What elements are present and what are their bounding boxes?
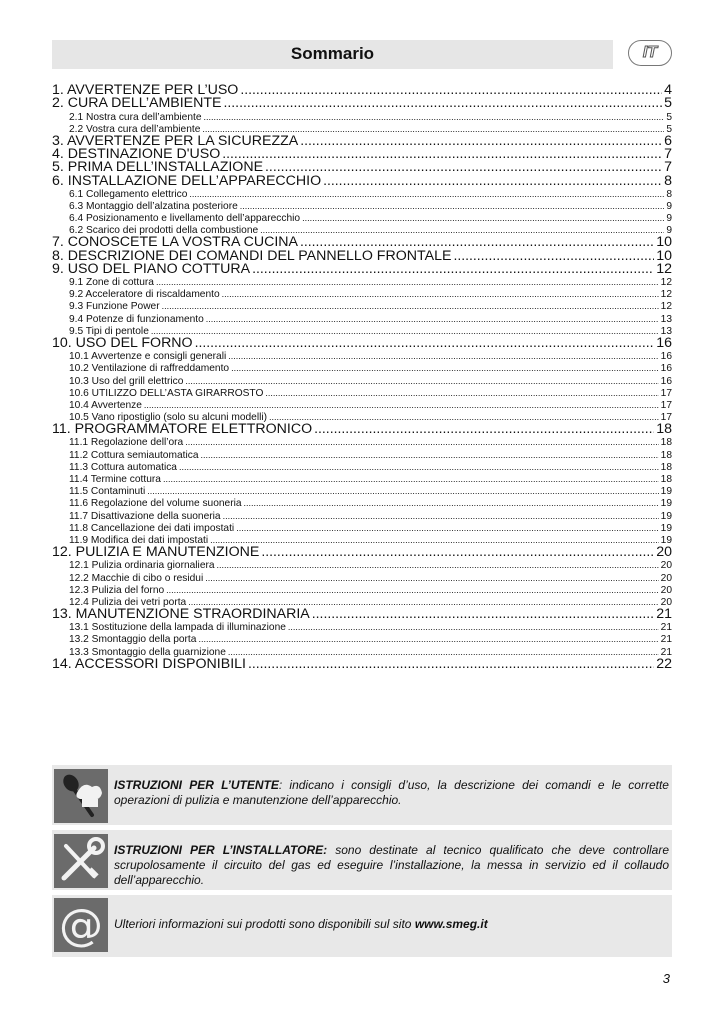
- table-of-contents: [52, 84, 672, 671]
- toc-leader: [323, 173, 662, 188]
- chef-spoon-icon: [54, 769, 108, 823]
- toc-leader: [147, 486, 658, 497]
- toc-leader: [185, 376, 658, 387]
- toc-entry-title: 2. CURA DELL’AMBIENTE: [52, 95, 222, 112]
- toc-page-number: 19: [660, 522, 672, 534]
- toc-page-number: 5: [666, 111, 672, 123]
- toc-leader: [200, 450, 658, 461]
- toc-page-number: 20: [660, 572, 672, 584]
- toc-entry-title: 6.4 Posizionamento e livellamento dell’apparecchio: [69, 213, 301, 225]
- toc-page-number: 5: [666, 123, 672, 135]
- toc-page-number: 20: [660, 596, 672, 608]
- toc-section[interactable]: [52, 350, 672, 362]
- toc-chapter[interactable]: [52, 260, 672, 277]
- toc-entry-title: 9.3 Funzione Power: [69, 301, 160, 313]
- toc-leader: [314, 421, 654, 436]
- toc-page-number: 21: [660, 634, 672, 646]
- toc-chapter[interactable]: [52, 174, 672, 187]
- toc-leader: [189, 189, 664, 200]
- toc-page-number: 20: [656, 544, 672, 561]
- toc-page-number: 19: [660, 534, 672, 546]
- toc-entry-title: 14. ACCESSORI DISPONIBILI: [52, 655, 246, 672]
- toc-entry-title: 13.1 Sostituzione della lampada di illuminazione: [69, 622, 286, 634]
- toc-section[interactable]: [52, 276, 672, 288]
- toc-page-number: 19: [660, 486, 672, 498]
- toc-entry-title: 12.4 Pulizia dei vetri porta: [69, 596, 187, 608]
- toc-page-number: 13: [660, 325, 672, 337]
- toc-page-number: 17: [660, 387, 672, 399]
- toc-page-number: 8: [666, 188, 672, 200]
- title-bar: [52, 40, 613, 69]
- toc-section[interactable]: [52, 374, 672, 386]
- web-info-box: [52, 895, 672, 957]
- toc-entry-title: 9.2 Acceleratore di riscaldamento: [69, 289, 220, 301]
- toc-entry-title: 11.6 Regolazione del volume suoneria: [69, 498, 242, 510]
- toc-section[interactable]: [52, 200, 672, 212]
- toc-entry-title: 11.2 Cottura semiautomatica: [69, 449, 199, 461]
- toc-leader: [231, 363, 659, 374]
- toc-leader: [163, 474, 659, 485]
- toc-chapter[interactable]: [52, 97, 672, 110]
- toc-entry-title: 1. AVVERTENZE PER L’USO: [52, 82, 239, 99]
- toc-leader: [312, 606, 654, 621]
- toc-page-number: 8: [664, 172, 672, 189]
- toc-page-number: 19: [660, 498, 672, 510]
- toc-entry-title: 2.1 Nostra cura dell’ambiente: [69, 111, 202, 123]
- user-instructions-text: ISTRUZIONI PER L’UTENTE: indicano i consigli d’uso, la descrizione dei comandi e le corrette operazioni di pulizia e manutenzione dell’apparecchio.: [114, 778, 669, 807]
- toc-page-number: 7: [664, 159, 672, 176]
- toc-page-number: 20: [660, 560, 672, 572]
- toc-page-number: 12: [660, 289, 672, 301]
- toc-section[interactable]: [52, 387, 672, 399]
- installer-instructions-box: [52, 830, 672, 890]
- toc-page-number: 21: [660, 646, 672, 658]
- toc-page-number: 12: [656, 260, 672, 277]
- toc-entry-title: 5. PRIMA DELL’INSTALLAZIONE: [52, 159, 264, 176]
- toc-section[interactable]: [52, 559, 672, 571]
- toc-leader: [166, 585, 659, 596]
- toc-entry-title: 10.5 Vano ripostiglio (solo su alcuni modelli): [69, 412, 268, 424]
- toc-entry-title: 9.1 Zone di cottura: [69, 277, 154, 288]
- toc-page-number: 18: [660, 437, 672, 449]
- toc-entry-title: 11.9 Modifica dei dati impostati: [69, 534, 209, 546]
- toc-entry-title: 6.3 Montaggio dell’alzatina posteriore: [69, 200, 238, 212]
- toc-leader: [206, 314, 659, 325]
- toc-page-number: 12: [660, 301, 672, 313]
- toc-chapter[interactable]: [52, 655, 672, 672]
- toc-page-number: 18: [656, 421, 672, 438]
- web-info-text: Ulteriori informazioni sui prodotti sono disponibili sul sito www.smeg.it: [114, 917, 488, 931]
- user-instructions-box: [52, 765, 672, 825]
- toc-section[interactable]: [52, 362, 672, 374]
- toc-section[interactable]: [52, 633, 672, 645]
- toc-leader: [162, 301, 659, 312]
- toc-entry-title: 12. PULIZIA E MANUTENZIONE: [52, 544, 260, 561]
- toc-entry-title: 11.8 Cancellazione dei dati impostati: [69, 522, 235, 534]
- toc-leader: [179, 462, 659, 473]
- toc-entry-title: 11.4 Termine cottura: [69, 474, 161, 485]
- toc-page-number: 7: [664, 146, 672, 163]
- toc-page-number: 9: [666, 200, 672, 212]
- toc-leader: [185, 437, 658, 448]
- toc-section[interactable]: [52, 212, 672, 224]
- toc-section[interactable]: [52, 300, 672, 312]
- toc-section[interactable]: [52, 473, 672, 485]
- toc-section[interactable]: [52, 188, 672, 200]
- toc-page-number: 5: [664, 95, 672, 112]
- toc-chapter[interactable]: [52, 608, 672, 621]
- toc-entry-title: 6.1 Collegamento elettrico: [69, 188, 188, 200]
- toc-section[interactable]: [52, 509, 672, 521]
- toc-leader: [156, 277, 659, 288]
- toc-section[interactable]: [52, 436, 672, 448]
- toc-entry-title: 11. PROGRAMMATORE ELETTRONICO: [52, 421, 313, 438]
- toc-section[interactable]: [52, 288, 672, 300]
- toc-section[interactable]: [52, 312, 672, 324]
- svg-text:@: @: [59, 900, 103, 951]
- installer-instructions-text: ISTRUZIONI PER L’INSTALLATORE: sono destinate al tecnico qualificato che deve controllare scrupolosamente il circuito del gas ed eseguire l’installazione, la messa in servizio ed il collaudo dell’apparecchio.: [114, 843, 669, 887]
- toc-section[interactable]: [52, 399, 672, 411]
- toc-leader: [224, 95, 663, 110]
- toc-page-number: 16: [660, 375, 672, 387]
- toc-page-number: 19: [660, 510, 672, 522]
- toc-entry-title: 4. DESTINAZIONE D'USO: [52, 146, 221, 163]
- toc-page-number: 18: [660, 474, 672, 485]
- language-badge: IT: [628, 40, 672, 66]
- toc-entry-title: 3. AVVERTENZE PER LA SICUREZZA: [52, 132, 299, 149]
- toc-page-number: 20: [660, 584, 672, 596]
- toc-page-number: 21: [660, 622, 672, 634]
- toc-page-number: 16: [660, 363, 672, 375]
- toc-section[interactable]: [52, 621, 672, 633]
- toc-section[interactable]: [52, 485, 672, 497]
- toc-leader: [198, 634, 658, 645]
- toc-entry-title: 10.4 Avvertenze: [69, 399, 142, 411]
- toc-leader: [222, 289, 659, 300]
- toc-leader: [144, 400, 659, 411]
- toc-entry-title: 11.5 Contaminuti: [69, 486, 146, 498]
- toc-entry-title: 9.5 Tipi di pentole: [69, 325, 149, 337]
- website-link[interactable]: www.smeg.it: [414, 917, 488, 931]
- toc-page-number: 6: [664, 132, 672, 149]
- toc-leader: [240, 201, 665, 212]
- toc-page-number: 9: [666, 225, 672, 237]
- toc-leader: [261, 544, 654, 559]
- toc-leader: [223, 511, 659, 522]
- toc-section[interactable]: [52, 571, 672, 583]
- tools-icon: [54, 834, 108, 888]
- toc-page-number: 9: [666, 213, 672, 225]
- toc-leader: [195, 335, 655, 350]
- toc-page-number: 17: [660, 399, 672, 411]
- toc-entry-title: 12.3 Pulizia del forno: [69, 584, 165, 596]
- toc-leader: [265, 388, 658, 399]
- toc-entry-title: 2.2 Vostra cura dell’ambiente: [69, 123, 201, 135]
- toc-leader: [228, 351, 658, 362]
- toc-entry-title: 13.2 Smontaggio della porta: [69, 634, 197, 646]
- toc-leader: [236, 523, 658, 534]
- toc-page-number: 10: [656, 234, 672, 251]
- toc-entry-title: 9. USO DEL PIANO COTTURA: [52, 260, 251, 277]
- toc-entry-title: 10.3 Uso del grill elettrico: [69, 375, 184, 387]
- toc-entry-title: 10.2 Ventilazione di raffreddamento: [69, 363, 230, 375]
- toc-leader: [244, 498, 659, 509]
- toc-leader: [302, 213, 664, 224]
- toc-entry-title: 11.1 Regolazione dell’ora: [69, 437, 184, 449]
- at-sign-icon: [54, 898, 108, 952]
- toc-section[interactable]: [52, 448, 672, 460]
- toc-entry-title: 13.3 Smontaggio della guarnizione: [69, 646, 226, 658]
- page-number: 3: [662, 971, 670, 986]
- toc-section[interactable]: [52, 522, 672, 534]
- toc-entry-title: 10. USO DEL FORNO: [52, 334, 193, 351]
- toc-entry-title: 9.4 Potenze di funzionamento: [69, 313, 204, 325]
- page-title: Sommario: [290, 44, 375, 63]
- toc-entry-title: 12.1 Pulizia ordinaria giornaliera: [69, 560, 215, 572]
- toc-section[interactable]: [52, 461, 672, 473]
- toc-leader: [204, 112, 665, 123]
- toc-entry-title: 12.2 Macchie di cibo o residui: [69, 572, 204, 584]
- toc-page-number: 21: [656, 606, 672, 623]
- toc-entry-title: 7. CONOSCETE LA VOSTRA CUCINA: [52, 234, 298, 251]
- toc-entry-title: 10.1 Avvertenze e consigli generali: [69, 351, 227, 363]
- toc-page-number: 16: [656, 334, 672, 351]
- toc-entry-title: 13. MANUTENZIONE STRAORDINARIA: [52, 606, 310, 623]
- toc-page-number: 22: [656, 655, 672, 672]
- toc-section[interactable]: [52, 584, 672, 596]
- toc-page-number: 18: [660, 461, 672, 473]
- toc-page-number: 17: [660, 412, 672, 424]
- toc-page-number: 4: [664, 82, 672, 99]
- toc-leader: [288, 622, 659, 633]
- toc-leader: [248, 656, 654, 671]
- toc-page-number: 12: [660, 277, 672, 288]
- toc-chapter[interactable]: [52, 546, 672, 559]
- toc-entry-title: 11.3 Cottura automatica: [69, 461, 177, 473]
- toc-page-number: 13: [660, 313, 672, 325]
- toc-leader: [217, 560, 659, 571]
- toc-entry-title: 11.7 Disattivazione della suoneria: [69, 510, 221, 522]
- toc-entry-title: 10.6 UTILIZZO DELL’ASTA GIRARROSTO: [69, 387, 264, 399]
- toc-chapter[interactable]: [52, 423, 672, 436]
- toc-page-number: 10: [656, 247, 672, 264]
- toc-page-number: 16: [660, 351, 672, 363]
- toc-leader: [252, 261, 654, 276]
- toc-section[interactable]: [52, 497, 672, 509]
- toc-entry-title: 6. INSTALLAZIONE DELL’APPARECCHIO: [52, 172, 322, 189]
- toc-entry-title: 8. DESCRIZIONE DEI COMANDI DEL PANNELLO FRONTALE: [52, 247, 452, 264]
- toc-page-number: 18: [660, 449, 672, 461]
- toc-section[interactable]: [52, 110, 672, 122]
- toc-entry-title: 6.2 Scarico dei prodotti della combustione: [69, 225, 259, 237]
- toc-chapter[interactable]: [52, 334, 672, 351]
- toc-leader: [205, 573, 658, 584]
